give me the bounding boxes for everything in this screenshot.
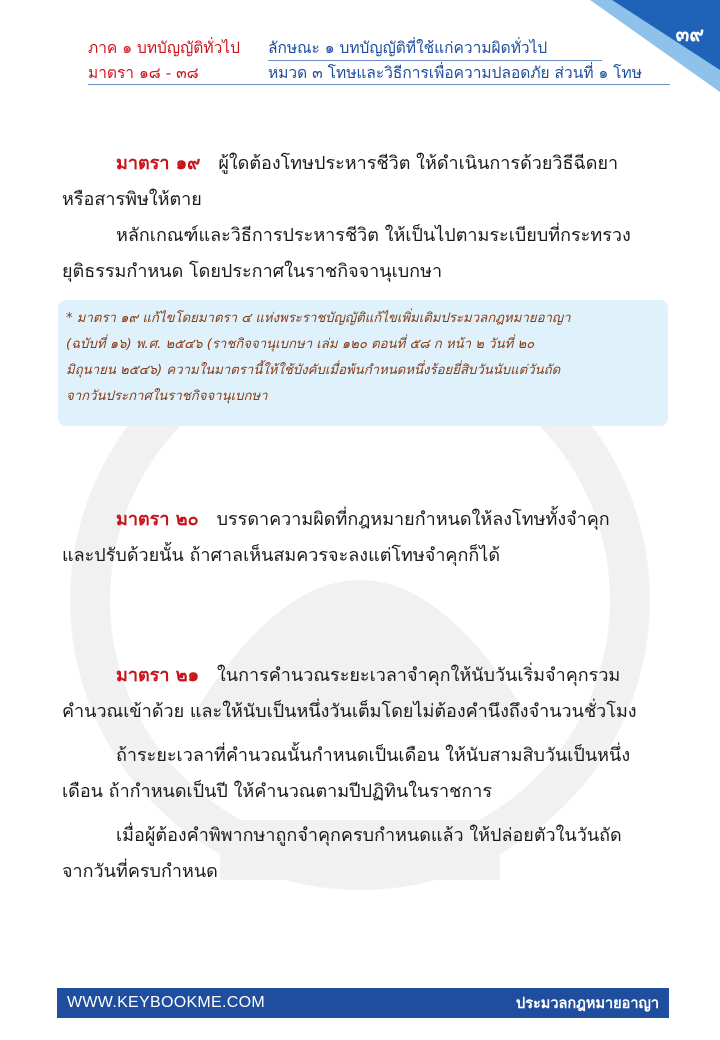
section-19-line-1: ผู้ใดต้องโทษประหารชีวิต ให้ดำเนินการด้วยวิธีฉีดยา	[218, 153, 619, 174]
section-20	[62, 502, 662, 574]
section-20-label: มาตรา ๒๐	[116, 509, 199, 530]
section-21-para-2-line-1: ถ้าระยะเวลาที่คำนวณนั้นกำหนดเป็นเดือน ให้นับสามสิบวันเป็นหนึ่ง	[116, 745, 631, 766]
note-line-4: จากวันประกาศในราชกิจจานุเบกษา	[66, 389, 268, 404]
header-right	[268, 36, 642, 86]
header-left	[88, 36, 240, 86]
note-line-3: มิถุนายน ๒๕๔๖) ความในมาตรานี้ให้ใช้บังคับเมื่อพ้นกำหนดหนึ่งร้อยยี่สิบวันนับแต่วันถัด	[66, 363, 561, 378]
page-number: ๓๙	[675, 22, 704, 46]
section-19-label: มาตรา ๑๙	[116, 153, 201, 174]
section-21-para-3-line-1: เมื่อผู้ต้องคำพิพากษาถูกจำคุกครบกำหนดแล้ว ให้ปล่อยตัวในวันถัด	[116, 825, 622, 846]
section-21-line-1: ในการคำนวณระยะเวลาจำคุกให้นับวันเริ่มจำคุกรวม	[217, 665, 621, 686]
footer-website: WWW.KEYBOOKME.COM	[67, 994, 265, 1011]
note-line-1: * มาตรา ๑๙ แก้ไขโดยมาตรา ๔ แห่งพระราชบัญญัติแก้ไขเพิ่มเติมประมวลกฎหมายอาญา	[66, 311, 571, 326]
section-20-line-1: บรรดาความผิดที่กฎหมายกำหนดให้ลงโทษทั้งจำคุก	[216, 509, 610, 530]
section-21-para-3-line-2: จากวันที่ครบกำหนด	[62, 861, 218, 882]
section-19-para-2-line-2: ยุติธรรมกำหนด โดยประกาศในราชกิจจานุเบกษา	[62, 261, 443, 282]
header-title: ลักษณะ ๑ บทบัญญัติที่ใช้แก่ความผิดทั่วไป	[268, 39, 548, 57]
section-19-line-2: หรือสารพิษให้ตาย	[62, 189, 202, 210]
section-21-line-2: คำนวณเข้าด้วย และให้นับเป็นหนึ่งวันเต็มโดยไม่ต้องคำนึงถึงจำนวนชั่วโมง	[62, 701, 637, 722]
note-line-2: (ฉบับที่ ๑๖) พ.ศ. ๒๕๔๖ (ราชกิจจานุเบกษา เล่ม ๑๒๐ ตอนที่ ๕๘ ก หน้า ๒ วันที่ ๒๐	[66, 337, 535, 352]
section-21	[62, 658, 662, 890]
section-21-para-2-line-2: เดือน ถ้ากำหนดเป็นปี ให้คำนวณตามปีปฏิทินในราชการ	[62, 781, 493, 802]
section-19-para-2-line-1: หลักเกณฑ์และวิธีการประหารชีวิต ให้เป็นไปตามระเบียบที่กระทรวง	[116, 225, 631, 246]
amendment-note	[58, 300, 668, 426]
section-19	[62, 146, 662, 290]
header-section-range: มาตรา ๑๘ - ๓๘	[88, 64, 199, 82]
header-rule-2	[88, 84, 670, 85]
section-21-label: มาตรา ๒๑	[116, 665, 199, 686]
header-part: ภาค ๑ บทบัญญัติทั่วไป	[88, 39, 240, 57]
header-chapter: หมวด ๓ โทษและวิธีการเพื่อความปลอดภัย ส่วนที่ ๑ โทษ	[268, 64, 642, 82]
footer-book-title: ประมวลกฎหมายอาญา	[516, 995, 659, 1012]
footer-bar	[57, 988, 669, 1018]
section-20-line-2: และปรับด้วยนั้น ถ้าศาลเห็นสมควรจะลงแต่โทษจำคุกก็ได้	[62, 545, 501, 566]
header-rule-1	[268, 60, 602, 61]
